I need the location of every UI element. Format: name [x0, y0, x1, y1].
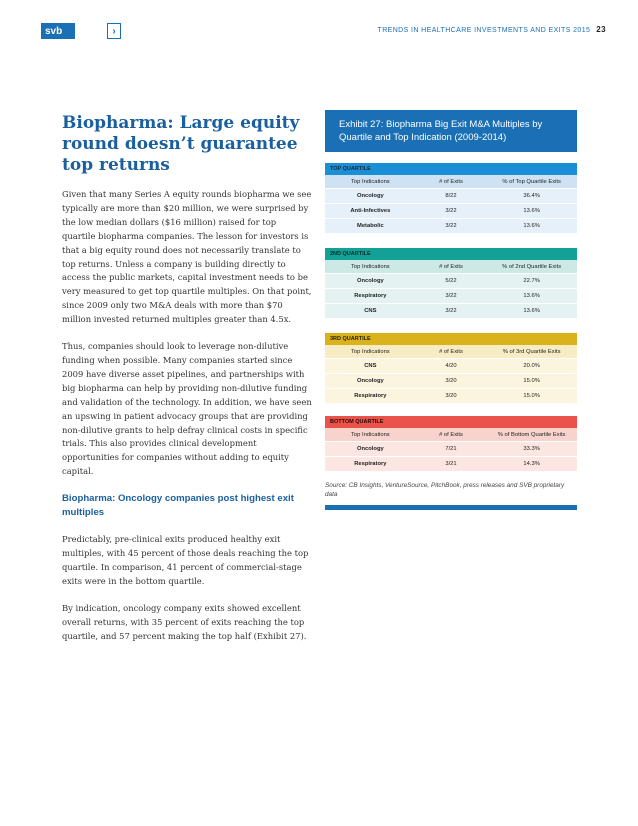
- exhibit-source: Source: CB Insights, VentureSource, PitchBook, press releases and SVB proprietary data: [325, 482, 565, 498]
- column-header: Top Indications: [325, 345, 416, 359]
- section-subhead: Biopharma: Oncology companies post highest exit multiples: [62, 493, 294, 519]
- table-header-row: [325, 260, 577, 274]
- quartile-table: [325, 428, 577, 472]
- table-cell: Oncology: [325, 189, 416, 204]
- quartile-label: BOTTOM QUARTILE: [325, 416, 577, 428]
- column-header: # of Exits: [416, 260, 487, 274]
- quartile-table-bottom: [325, 416, 577, 472]
- column-header: % of 2nd Quartile Exits: [486, 260, 577, 274]
- table-cell: 3/22: [416, 304, 487, 319]
- quartile-label: 3RD QUARTILE: [325, 333, 577, 345]
- table-cell: 20.0%: [486, 359, 577, 374]
- table-row: [325, 389, 577, 404]
- table-cell: 22.7%: [486, 274, 577, 289]
- table-cell: 3/22: [416, 204, 487, 219]
- table-cell: Respiratory: [325, 289, 416, 304]
- table-cell: Metabolic: [325, 219, 416, 234]
- article-title: Biopharma: Large equity round doesn’t guarantee top returns: [62, 113, 300, 175]
- running-title: TRENDS IN HEALTHCARE INVESTMENTS AND EXITS 2015: [377, 27, 591, 34]
- table-cell: Oncology: [325, 374, 416, 389]
- column-header: Top Indications: [325, 175, 416, 189]
- table-row: [325, 359, 577, 374]
- table-cell: Respiratory: [325, 389, 416, 404]
- running-header: [378, 25, 606, 34]
- column-header: Top Indications: [325, 260, 416, 274]
- table-row: [325, 189, 577, 204]
- quartile-label: 2ND QUARTILE: [325, 248, 577, 260]
- table-cell: 3/22: [416, 289, 487, 304]
- column-header: Top Indications: [325, 428, 416, 442]
- quartile-label: TOP QUARTILE: [325, 163, 577, 175]
- table-cell: Respiratory: [325, 457, 416, 472]
- table-cell: CNS: [325, 304, 416, 319]
- table-cell: 13.6%: [486, 304, 577, 319]
- table-row: [325, 304, 577, 319]
- column-header: # of Exits: [416, 175, 487, 189]
- table-cell: 5/22: [416, 274, 487, 289]
- table-cell: 33.3%: [486, 442, 577, 457]
- quartile-table-2nd: [325, 248, 577, 319]
- table-row: [325, 289, 577, 304]
- logo-text: svb: [45, 25, 63, 37]
- table-row: [325, 457, 577, 472]
- table-cell: Anti-Infectives: [325, 204, 416, 219]
- column-header: % of 3rd Quartile Exits: [486, 345, 577, 359]
- table-header-row: [325, 428, 577, 442]
- table-cell: 13.6%: [486, 204, 577, 219]
- table-cell: 3/21: [416, 457, 487, 472]
- quartile-table: [325, 345, 577, 404]
- paragraph-4: By indication, oncology company exits showed excellent overall returns, with 35 percent of exits reaching the top quartile, and 57 percent making the top half (Exhibit 27).: [62, 602, 307, 641]
- column-header: # of Exits: [416, 345, 487, 359]
- table-header-row: [325, 175, 577, 189]
- table-row: [325, 219, 577, 234]
- table-cell: 15.0%: [486, 374, 577, 389]
- table-cell: 8/22: [416, 189, 487, 204]
- table-row: [325, 442, 577, 457]
- table-row: [325, 274, 577, 289]
- table-cell: 14.3%: [486, 457, 577, 472]
- table-row: [325, 374, 577, 389]
- table-cell: 13.6%: [486, 289, 577, 304]
- table-cell: 3/22: [416, 219, 487, 234]
- paragraph-3: Predictably, pre-clinical exits produced healthy exit multiples, with 45 percent of those deals reaching the top quartile. In comparison, 41 percent of commercial-stage exits were in the bottom quartile.: [62, 534, 309, 586]
- chevron-right-icon: ›: [107, 23, 121, 39]
- table-cell: 7/21: [416, 442, 487, 457]
- table-cell: 4/20: [416, 359, 487, 374]
- table-cell: 15.0%: [486, 389, 577, 404]
- quartile-table: [325, 175, 577, 234]
- paragraph-2: Thus, companies should look to leverage non-dilutive funding when possible. Many companies started since 2009 have diverse asset pipelines, and partnerships with big biopharma can help by providing non-dilutive funding and validation of the technology. In addition, we have seen an upswing in patient advocacy groups that are providing non-dilutive grants to help defray clinical costs in specific trials. This also provides clinical development opportunities for companies without adding to equity capital.: [62, 341, 312, 477]
- table-cell: Oncology: [325, 442, 416, 457]
- column-header: % of Top Quartile Exits: [486, 175, 577, 189]
- table-header-row: [325, 345, 577, 359]
- column-header: % of Bottom Quartile Exits: [486, 428, 577, 442]
- table-cell: 13.6%: [486, 219, 577, 234]
- column-header: # of Exits: [416, 428, 487, 442]
- quartile-table: [325, 260, 577, 319]
- table-row: [325, 204, 577, 219]
- quartile-table-3rd: [325, 333, 577, 404]
- page-number: 23: [596, 25, 606, 34]
- table-cell: 3/20: [416, 389, 487, 404]
- table-cell: 3/20: [416, 374, 487, 389]
- table-cell: 36.4%: [486, 189, 577, 204]
- bottom-rule: [325, 505, 577, 510]
- table-cell: Oncology: [325, 274, 416, 289]
- svb-logo: [41, 23, 116, 39]
- quartile-table-top: [325, 163, 577, 234]
- paragraph-1: Given that many Series A equity rounds biopharma we see typically are more than $20 million, we were surprised by the low median dollars ($16 million) raised for top quartile biopharma companies. The lesson for investors is that a big equity round does not necessarily translate to top returns. Unless a company is building directly to access the public markets, capital investment needs to be very measured to get top quartile multiples. On that point, since 2009 only two M&A deals with more than $70 million invested returned multiples greater than 4.5x.: [62, 189, 312, 325]
- article-column: [62, 113, 312, 656]
- exhibit-title: Exhibit 27: Biopharma Big Exit M&A Multiples by Quartile and Top Indication (2009-2014): [325, 110, 577, 152]
- table-cell: CNS: [325, 359, 416, 374]
